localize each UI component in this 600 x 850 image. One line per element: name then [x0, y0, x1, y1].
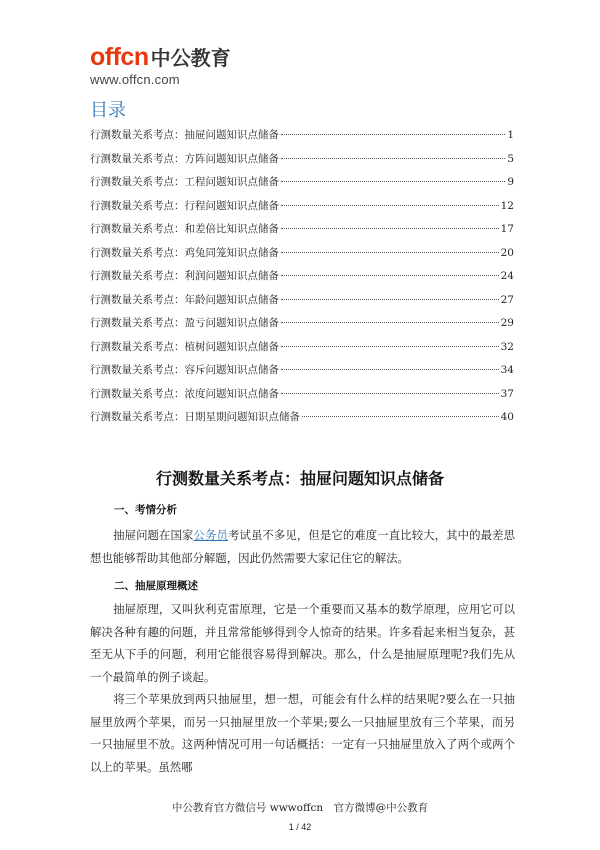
toc-entry-label: 行测数量关系考点：和差倍比知识点储备 [90, 223, 279, 235]
toc-entry-page: 24 [500, 270, 514, 282]
toc-entry-label: 行测数量关系考点：盈亏问题知识点储备 [90, 317, 279, 329]
section-heading-analysis: 一、考情分析 [114, 504, 177, 516]
toc-entry[interactable] [90, 268, 514, 292]
toc-entry-page: 5 [507, 152, 514, 165]
toc-entry-label: 行测数量关系考点：方阵问题知识点储备 [90, 152, 279, 165]
toc-leader-dots [281, 252, 499, 253]
toc-entry-label: 行测数量关系考点：行程问题知识点储备 [90, 199, 279, 212]
footer-text: 中公教育官方微信号 wwwoffcn 官方微博@中公教育 [171, 802, 429, 814]
toc-entry-label: 行测数量关系考点：利润问题知识点储备 [90, 270, 279, 282]
logo-chinese: 中公教育 [150, 46, 231, 70]
toc-entry-label: 行测数量关系考点：容斥问题知识点储备 [90, 364, 279, 376]
toc-entry-page: 17 [500, 223, 514, 235]
toc-leader-dots [281, 275, 499, 276]
toc-entry[interactable] [90, 292, 514, 316]
toc-leader-dots [281, 228, 499, 229]
paragraph-text: 将三个苹果放到两只抽屉里，想一想，可能会有什么样的结果呢?要么在一只抽屉里放两个苹果，而另一只抽屉里放一个苹果;要么一只抽屉里放有三个苹果，而另一只抽屉里不放。这两种情况可用一句话概括：一定有一只抽屉里放入了两个或两个以上的苹果。虽然哪 [90, 692, 515, 774]
toc-leader-dots [281, 158, 505, 159]
paragraph-text: 抽屉问题在国家 [113, 528, 194, 542]
table-of-contents [90, 127, 514, 433]
section-heading-overview: 二、抽屉原理概述 [114, 580, 198, 592]
brand-logo [90, 44, 231, 87]
toc-leader-dots [281, 181, 505, 182]
toc-entry-page: 40 [500, 411, 514, 423]
toc-entry[interactable] [90, 362, 514, 386]
toc-entry[interactable] [90, 174, 514, 198]
toc-entry-label: 行测数量关系考点：浓度问题知识点储备 [90, 387, 279, 400]
toc-entry-page: 1 [507, 129, 514, 141]
logo-latin: offcn [90, 43, 149, 71]
toc-title: 目录 [90, 100, 126, 121]
toc-entry-page: 37 [500, 387, 514, 400]
brand-url: www.offcn.com [90, 72, 180, 87]
toc-leader-dots [281, 299, 499, 300]
page-indicator: 1 / 42 [288, 822, 312, 832]
paragraph-text: 抽屉原理，又叫狄利克雷原理，它是一个重要而又基本的数学原理，应用它可以解决各种有趣的问题，并且常常能够得到令人惊奇的结果。许多看起来相当复杂，甚至无从下手的问题，利用它能很容易得到解决。那么，什么是抽屉原理呢?我们先从一个最简单的例子谈起。 [90, 602, 515, 684]
paragraph-text: 考试虽不多见，但是它的难度一直比较大，其中的最差思想也能够帮助其他部分解题，因此仍然需要大家记住它的解法。 [90, 528, 515, 565]
paragraph-example [90, 688, 515, 778]
toc-entry-label: 行测数量关系考点：鸡兔同笼知识点储备 [90, 246, 279, 259]
toc-entry-page: 27 [500, 293, 514, 306]
toc-entry-page: 12 [500, 199, 514, 212]
toc-entry-page: 29 [500, 317, 514, 329]
toc-entry[interactable] [90, 409, 514, 433]
paragraph-analysis [90, 524, 515, 569]
toc-entry[interactable] [90, 245, 514, 269]
toc-entry-label: 行测数量关系考点：工程问题知识点储备 [90, 176, 279, 188]
civil-servant-link[interactable]: 公务员 [193, 528, 228, 542]
toc-leader-dots [281, 205, 499, 206]
toc-entry-page: 20 [500, 246, 514, 259]
toc-entry-page: 34 [500, 364, 514, 376]
toc-entry-page: 32 [500, 340, 514, 353]
toc-entry-label: 行测数量关系考点：抽屉问题知识点储备 [90, 129, 279, 141]
article-title: 行测数量关系考点：抽屉问题知识点储备 [155, 469, 444, 488]
logo-wordmark [90, 44, 231, 70]
toc-leader-dots [281, 346, 499, 347]
toc-entry-label: 行测数量关系考点：植树问题知识点储备 [90, 340, 279, 353]
toc-entry[interactable] [90, 386, 514, 410]
toc-entry[interactable] [90, 315, 514, 339]
toc-leader-dots [281, 322, 499, 323]
toc-entry-page: 9 [507, 176, 514, 188]
toc-leader-dots [281, 134, 505, 135]
toc-leader-dots [302, 416, 499, 417]
toc-entry[interactable] [90, 127, 514, 151]
toc-entry[interactable] [90, 339, 514, 363]
toc-leader-dots [281, 393, 499, 394]
toc-entry[interactable] [90, 221, 514, 245]
toc-leader-dots [281, 369, 499, 370]
toc-entry[interactable] [90, 151, 514, 175]
paragraph-overview [90, 598, 515, 688]
toc-entry[interactable] [90, 198, 514, 222]
toc-entry-label: 行测数量关系考点：年龄问题知识点储备 [90, 293, 279, 306]
toc-entry-label: 行测数量关系考点：日期星期问题知识点储备 [90, 411, 300, 423]
